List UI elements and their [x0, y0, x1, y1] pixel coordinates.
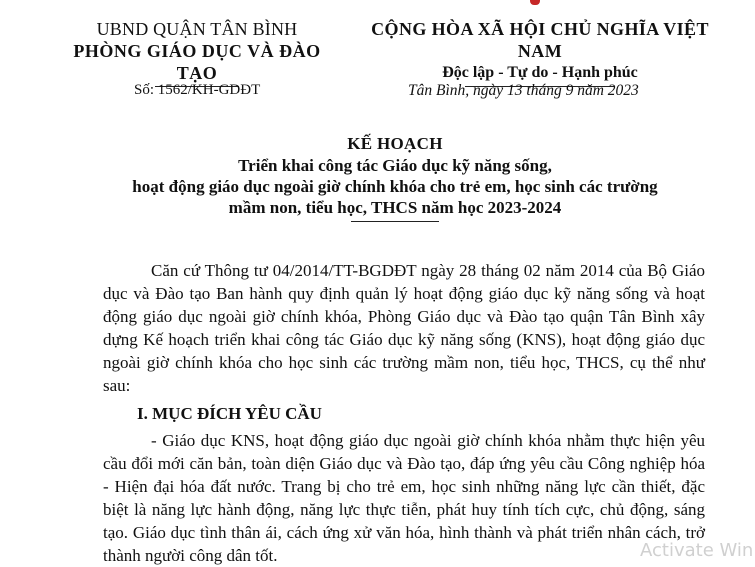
intro-paragraph: Căn cứ Thông tư 04/2014/TT-BGDĐT ngày 28 tháng 02 năm 2014 của Bộ Giáo dục và Đào tạo Ban hành quy định quản lý hoạt động giáo dục kỹ năng sống và hoạt động giáo dục ngoài giờ chính khóa, Phòng Giáo dục và Đào tạo quận Tân Bình xây dựng Kế hoạch triển khai công tác Giáo dục kỹ năng sống (KNS), hoạt động giáo dục ngoài giờ chính khóa cho học sinh các trường mầm non, tiểu học, THCS, cụ thể như sau:: [103, 261, 705, 395]
national-motto: Độc lập - Tự do - Hạnh phúc: [442, 64, 638, 81]
plan-subtitle-line-3: mầm non, tiểu học, THCS năm học 2023-2024: [228, 198, 562, 217]
activation-watermark: Activate Win: [640, 540, 754, 561]
document-date: Tân Bình, ngày 13 tháng 9 năm 2023: [408, 82, 639, 99]
plan-subtitle-line-2: hoạt động giáo dục ngoài giờ chính khóa cho trẻ em, học sinh các trường: [132, 177, 658, 196]
republic-title: CỘNG HÒA XÃ HỘI CHỦ NGHĨA VIỆT NAM: [371, 19, 709, 61]
plan-underline: [351, 221, 439, 222]
issuer-department: PHÒNG GIÁO DỤC VÀ ĐÀO TẠO: [73, 41, 321, 83]
plan-subtitle-line-1: Triển khai công tác Giáo dục kỹ năng sống,: [238, 156, 552, 175]
document-body: [103, 259, 705, 567]
national-header: [350, 18, 730, 87]
plan-heading: [90, 133, 700, 222]
document-number: Số: 1562/KH-GDĐT: [134, 82, 261, 98]
issuer-authority: UBND QUẬN TÂN BÌNH: [96, 19, 298, 39]
top-logo-mark: [530, 0, 540, 5]
issuer-block: [62, 18, 332, 87]
plan-title: KẾ HOẠCH: [347, 134, 443, 153]
section-paragraph: - Giáo dục KNS, hoạt động giáo dục ngoài giờ chính khóa nhằm thực hiện yêu cầu đổi mới căn bản, toàn diện Giáo dục và Đào tạo, đáp ứng yêu cầu Công nghiệp hóa - Hiện đại hóa đất nước. Trang bị cho trẻ em, học sinh những năng lực cần thiết, đặc biệt là năng lực hành động, năng lực thực tiễn, phát huy tính tích cực, chủ động, sáng tạo. Giáo dục tình thân ái, cách ứng xử văn hóa, hình thành và phát triển nhân cách, trở thành người công dân tốt.: [103, 431, 705, 565]
section-heading: I. MỤC ĐÍCH YÊU CẦU: [137, 404, 322, 423]
